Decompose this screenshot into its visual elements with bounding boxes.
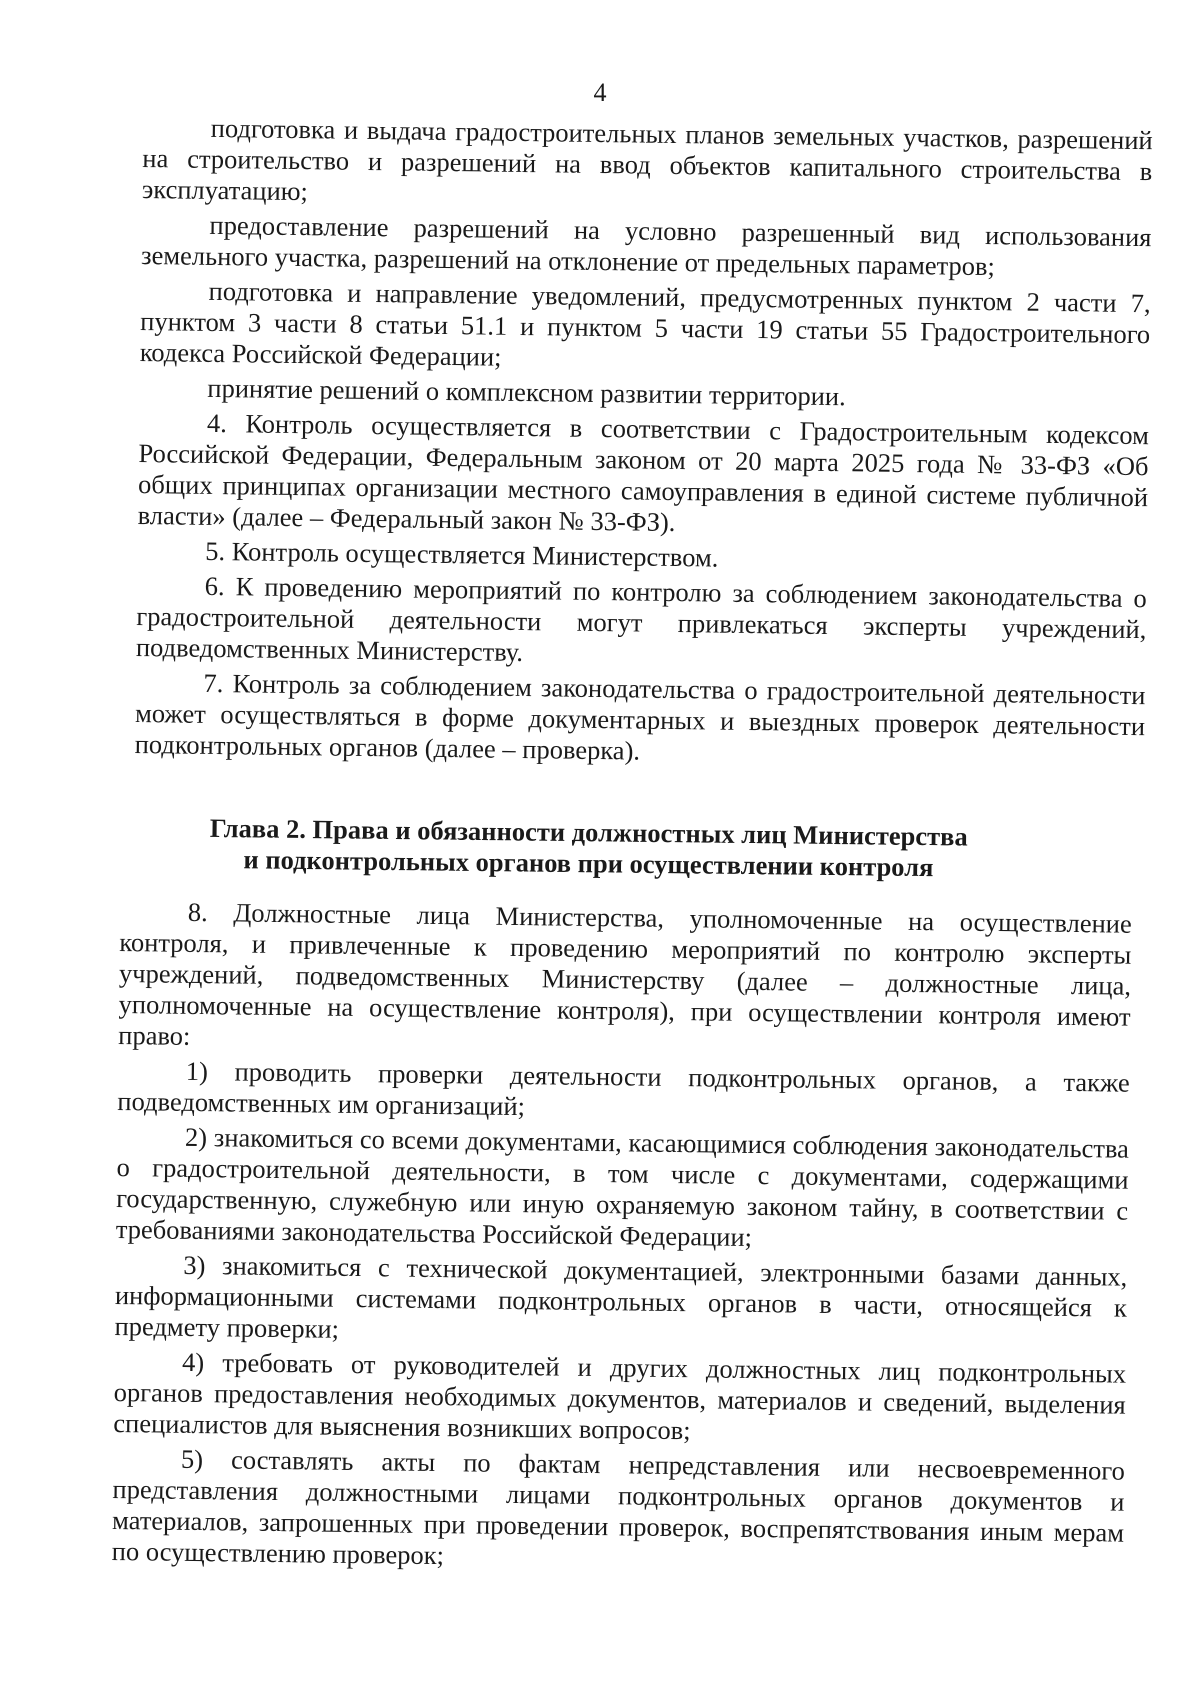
paragraph-item-8: 8. Должностные лица Министерства, уполномоченные на осуществление контроля, и привлеченные к проведению мероприятий по контролю эксперты учреждений, подведомственных Министерству (далее – должностные лица, уполномоченные на осуществление контроля), при осуществлении контроля имеют право: <box>118 896 1132 1051</box>
page-number: 4 <box>593 78 607 107</box>
paragraph: подготовка и выдача градостроительных планов земельных участков, разрешений на строительство и разрешений на ввод объектов капитального строительства в эксплуатацию; <box>141 112 1153 207</box>
paragraph: подготовка и направление уведомлений, предусмотренных пунктом 2 части 7, пунктом 3 части 8 статьи 51.1 и пунктом 5 части 19 статьи 55 Градостроительного кодекса Российской Федерации; <box>139 275 1151 372</box>
list-item: 1) проводить проверки деятельности подконтрольных органов, а также подведомственных им организаций; <box>117 1055 1130 1122</box>
section-b <box>112 896 1132 1584</box>
paragraph-item-4: 4. Контроль осуществляется в соответствии с Градостроительным кодексом Российской Федерации, Федеральным законом от 20 марта 2025 года № 33-ФЗ «Об общих принципах организации местного самоуправления в единой системе публичной власти» (далее – Федеральный закон № 33-ФЗ). <box>137 407 1150 538</box>
list-item: 2) знакомиться со всеми документами, касающимися соблюдения законодательства о градостроительной деятельности, в том числе с документами, содержащими государственную, служебную или иную охраняемую законом тайну, в соответствии с требованиями законодательства Российской Федерации; <box>115 1121 1130 1252</box>
list-item: 3) знакомиться с технической документацией, электронными базами данных, информационными системами подконтрольных органов в части, относящейся к предмету проверки; <box>114 1249 1128 1344</box>
paragraph: предоставление разрешений на условно разрешенный вид использования земельного участка, разрешений на отклонение от предельных параметров; <box>140 209 1152 282</box>
paragraph-item-6: 6. К проведению мероприятий по контролю за соблюдением законодательства о градостроительной деятельности могут привлекаться эксперты учреждений, подведомственных Министерству. <box>135 570 1147 668</box>
list-item: 4) требовать от руководителей и других должностных лиц подконтрольных органов предоставления необходимых документов, материалов и сведений, выделения специалистов для выяснения возникших вопросов; <box>113 1346 1127 1446</box>
chapter-heading <box>129 812 1048 884</box>
section-a <box>134 112 1152 777</box>
list-item: 5) составлять акты по фактам непредставления или несвоевременного представления должностными лицами подконтрольных органов документов и материалов, запрошенных при проведении проверок, воспрепятствования иным мерам по осуществлению проверок; <box>111 1443 1126 1571</box>
chapter-heading-line-2: и подконтрольных органов при осуществлении контроля <box>243 844 934 883</box>
chapter-heading-line-1: Глава 2. Права и обязанности должностных лиц Министерства <box>209 812 968 852</box>
paragraph-item-7: 7. Контроль за соблюдением законодательства о градостроительной деятельности может осуществляться в форме документарных и выездных проверок деятельности подконтрольных органов (далее – проверка). <box>134 667 1146 766</box>
paragraph: принятие решений о комплексном развитии территории. <box>207 372 846 412</box>
paragraph-item-5: 5. Контроль осуществляется Министерством. <box>205 535 719 573</box>
